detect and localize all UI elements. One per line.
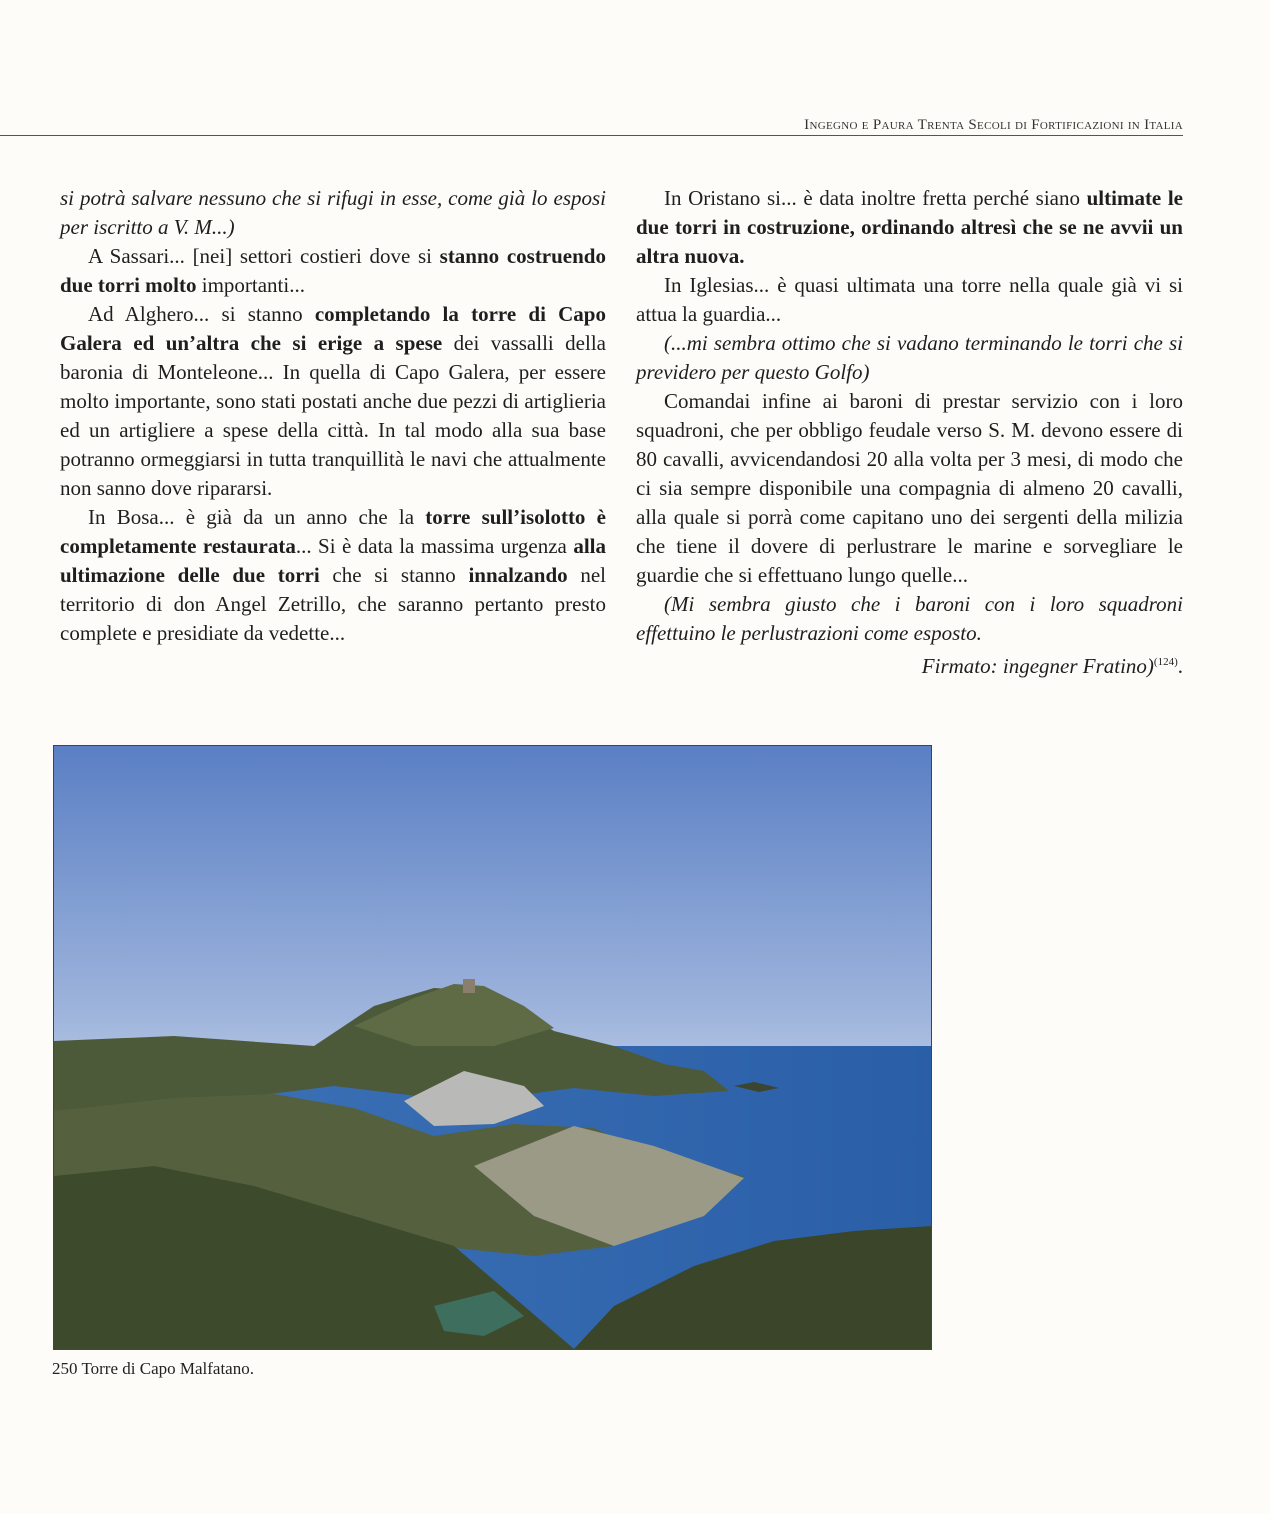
signature-line	[636, 648, 1183, 681]
paragraph-text: Comandai infine ai baroni di prestar servizio con i loro squadroni, che per obbligo feudale verso S. M. devono essere di 80 cavalli, avvicendandosi 20 alla volta per 3 mesi, di modo che ci sia sempre disponibile una compagnia di almeno 20 cavalli, alla quale si porrà come capitano uno dei sergenti della milizia che tiene il dovere di perlustrare le marine e sorvegliare le guardie che si effettuano lungo quelle...	[636, 389, 1183, 587]
paragraph	[636, 387, 1183, 590]
paragraph-text: (Mi sembra giusto che i baroni con i loro squadroni effettuino le perlustrazioni come esposto.	[636, 592, 1183, 645]
left-column	[60, 184, 606, 648]
text-run: dei vassalli della baronia di Monteleone... In quella di Capo Galera, per essere molto importante, sono stati postati anche due pezzi di artiglieria ed un artigliere a spese della città. In tal modo alla sua base potranno ormeggiarsi in tutta tranquillità le navi che attualmente non sanno dove ripararsi.	[60, 331, 606, 500]
paragraph	[636, 329, 1183, 387]
landscape-illustration	[54, 746, 931, 1349]
paragraph-text: In Iglesias... è quasi ultimata una torre nella quale già vi si attua la guardia...	[636, 273, 1183, 326]
text-run: .	[1177, 654, 1183, 678]
text-run: Ad Alghero... si stanno	[88, 302, 315, 326]
footnote-ref: (124)	[1153, 656, 1178, 668]
paragraph-text: (...mi sembra ottimo che si vadano terminando le torri che si previdero per questo Golfo)	[636, 331, 1183, 384]
paragraph	[636, 184, 1183, 271]
text-run: In Oristano si... è data inoltre fretta perché siano	[664, 186, 1087, 210]
bold-run: ultimate le due torri in costruzione, ordinando altresì che se ne avvii un altra nuova.	[636, 186, 1184, 268]
tower	[463, 979, 475, 993]
figure-caption: 250 Torre di Capo Malfatano.	[52, 1359, 254, 1378]
right-column	[636, 184, 1183, 681]
bold-run: torre sull’isolotto è completamente restaurata	[60, 505, 606, 558]
text-run: In Bosa... è già da un anno che la	[88, 505, 426, 529]
paragraph	[60, 184, 606, 242]
bold-run: stanno costruendo due torri molto	[60, 244, 606, 297]
text-run: importanti...	[196, 273, 305, 297]
paragraph	[60, 503, 606, 648]
bold-run: innalzando	[468, 563, 568, 587]
text-run: ... Si è data la massima urgenza	[295, 534, 574, 558]
text-run: che si stanno	[319, 563, 469, 587]
paragraph	[60, 300, 606, 503]
bold-run: completando la torre di Capo Galera ed un’altra che si erige a spese	[60, 302, 606, 355]
signature: Firmato: ingegner Fratino)	[921, 654, 1154, 678]
paragraph-text: si potrà salvare nessuno che si rifugi in esse, come già lo esposi per iscritto a V. M...)	[60, 186, 606, 239]
text-run: nel territorio di don Angel Zetrillo, che saranno pertanto presto complete e presidiate da vedette...	[60, 563, 606, 645]
paragraph	[636, 271, 1183, 329]
text-run: A Sassari... [nei] settori costieri dove si	[88, 244, 440, 268]
running-head-title: Ingegno e Paura Trenta Secoli di Fortificazioni in Italia	[804, 117, 1183, 133]
bold-run: alla ultimazione delle due torri	[60, 534, 606, 587]
paragraph	[636, 590, 1183, 648]
paragraph	[60, 242, 606, 300]
coastal-tower-photo	[53, 745, 932, 1350]
running-head	[0, 117, 1183, 136]
